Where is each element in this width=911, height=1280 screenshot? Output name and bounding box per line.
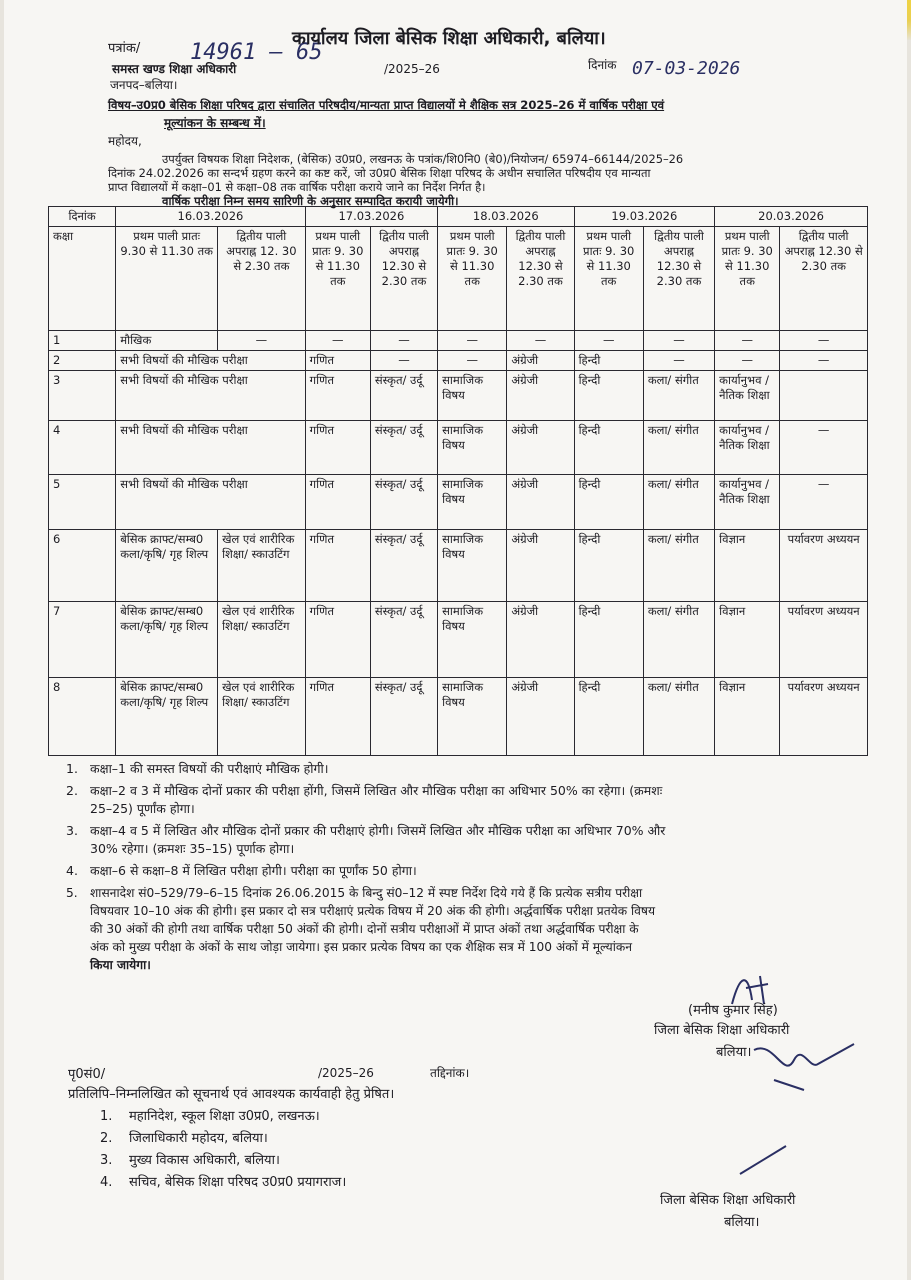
class-number: 4: [49, 421, 116, 475]
subject-cell: अंग्रेजी: [507, 475, 574, 529]
class-number: 3: [49, 371, 116, 421]
subject-cell: खेल एवं शारीरिक शिक्षा/ स्काउटिंग: [218, 601, 306, 677]
date-header-2: 17.03.2026: [305, 207, 437, 227]
body-line2: दिनांक 24.02.2026 का सन्दर्भ ग्रहण करने का कष्ट करें, जो उ0प्र0 बेसिक शिक्षा परिषद के अधीन सचालित परिषदीय एव मान्यता: [108, 166, 651, 180]
subject-cell: गणित: [305, 421, 370, 475]
signatory-designation: जिला बेसिक शिक्षा अधिकारी: [654, 1023, 790, 1038]
copy-item: [100, 1128, 268, 1146]
date-header-5: 20.03.2026: [715, 207, 868, 227]
shift-first-header: प्रथम पाली प्रातः 9. 30 से 11.30 तक: [305, 227, 370, 331]
subject-cell: हिन्दी: [574, 601, 643, 677]
corner-date-label: दिनांक: [49, 207, 116, 227]
copy-ref-label: पृ0सं0/: [68, 1067, 106, 1082]
subject-cell: कला/ संगीत: [643, 601, 714, 677]
table-row: [49, 475, 868, 529]
date-label: दिनांक: [588, 58, 617, 72]
copy-item-number: 2.: [100, 1131, 113, 1146]
subject-cell: संस्कृत/ उर्दू: [370, 371, 437, 421]
office-title: कार्यालय जिला बेसिक शिक्षा अधिकारी, बलिया।: [292, 28, 606, 49]
patrank-label: पत्रांक/: [108, 41, 141, 56]
subject-cell: —: [780, 421, 868, 475]
shift-first-header: प्रथम पाली प्रातः 9. 30 से 11.30 तक: [715, 227, 780, 331]
copy-item: [100, 1150, 280, 1168]
subject-cell: गणित: [305, 601, 370, 677]
subject-cell: हिन्दी: [574, 351, 643, 371]
subject-cell: खेल एवं शारीरिक शिक्षा/ स्काउटिंग: [218, 677, 306, 755]
note-number: 4.: [66, 863, 78, 878]
subject-cell: सभी विषयों की मौखिक परीक्षा: [116, 351, 305, 371]
subject-cell: कार्यानुभव /नैतिक शिक्षा: [715, 371, 780, 421]
shift-first-header: प्रथम पाली प्रातः 9. 30 से 11.30 तक: [438, 227, 507, 331]
subject-cell: गणित: [305, 529, 370, 601]
table-row: [49, 677, 868, 755]
subject-cell: गणित: [305, 677, 370, 755]
exam-timetable: [48, 206, 868, 756]
note-text: 30% रहेगा। (क्रमशः 35–15) पूर्णाक होगा।: [90, 841, 295, 856]
copy-item: [100, 1106, 320, 1124]
subject-cell: अंग्रेजी: [507, 677, 574, 755]
subject-cell: —: [438, 331, 507, 351]
signatory-designation: जिला बेसिक शिक्षा अधिकारी: [660, 1193, 796, 1208]
copy-item-number: 1.: [100, 1109, 113, 1124]
signature-scribble: [744, 1020, 864, 1100]
signatory-place: बलिया।: [716, 1045, 752, 1060]
copy-ref-date: तद्दिनांक।: [430, 1066, 470, 1080]
copy-item-number: 3.: [100, 1153, 113, 1168]
subject-cell: —: [715, 351, 780, 371]
table-row: [49, 421, 868, 475]
subject-cell: कला/ संगीत: [643, 371, 714, 421]
subject-cell: —: [370, 331, 437, 351]
table-row: [49, 331, 868, 351]
subject-cell: —: [780, 331, 868, 351]
note-text: कक्षा–1 की समस्त विषयों की परीक्षाएं मौखिक होगी।: [90, 761, 329, 776]
note-number: 1.: [66, 761, 78, 776]
note-number: 5.: [66, 886, 78, 900]
copy-ref-year: /2025–26: [318, 1066, 374, 1080]
note-text: अंक को मुख्य परीक्षा के अंकों के साथ जोड़ा जायेगा। इस प्रकार प्रत्येक विषय का एक शैक्षिक सत्र में 100 अंकों में मूल्यांकन: [90, 940, 632, 954]
note-text: कक्षा–2 व 3 में मौखिक दोनों प्रकार की परीक्षा होंगी, जिसमें लिखित और मौखिक परीक्षा का अधिभार 50% का रहेगा। (क्रमशः: [90, 783, 663, 798]
body-line4: वार्षिक परीक्षा निम्न समय सारिणी के अनुसार सम्पादित करायी जायेगी।: [162, 194, 459, 208]
subject-cell: —: [574, 331, 643, 351]
class-number: 1: [49, 331, 116, 351]
subject-cell: —: [643, 331, 714, 351]
note-text: विषयवार 10–10 अंक की होगी। इस प्रकार दो सत्र परीक्षाएं प्रत्येक विषय में 20 अंक की होगी। अर्द्धवार्षिक परीक्षा प्रतयेक विषय: [90, 904, 656, 918]
table-row: [49, 529, 868, 601]
subject-cell: —: [780, 351, 868, 371]
note-text: की 30 अंकों की होगी तथा वार्षिक परीक्षा 50 अंकों की होगी। दोनों सत्रीय परीक्षाओं में प्राप्त अंकों तथा अर्द्धवार्षिक परीक्षा के: [90, 922, 639, 936]
note-item: [66, 822, 870, 858]
subject-cell: हिन्दी: [574, 371, 643, 421]
signatory-name: (मनीष कुमार सिंह): [688, 1003, 778, 1018]
subject-cell: संस्कृत/ उर्दू: [370, 421, 437, 475]
body-line3: प्राप्त विद्यालयों में कक्षा–01 से कक्षा–08 तक वार्षिक परीक्षा कराये जाने का निर्देश निर्गत है।: [108, 180, 486, 194]
subject-cell: बेसिक क्राफ्ट/सम्ब0 कला/कृषि/ गृह शिल्प: [116, 529, 218, 601]
date-header-1: 16.03.2026: [116, 207, 305, 227]
shift-second-header: द्वितीय पाली अपराह्न 12.30 से 2.30 तक: [507, 227, 574, 331]
subject-cell: —: [370, 351, 437, 371]
subject-cell: कार्यानुभव /नैतिक शिक्षा: [715, 421, 780, 475]
copy-item-number: 4.: [100, 1175, 113, 1190]
subject-cell: विज्ञान: [715, 601, 780, 677]
subject-cell: कला/ संगीत: [643, 421, 714, 475]
date-handwritten: 07-03-2026: [632, 58, 741, 79]
subject-cell: विज्ञान: [715, 677, 780, 755]
corner-class-label: कक्षा: [49, 227, 116, 331]
subject-cell: गणित: [305, 351, 370, 371]
recipient-line1: समस्त खण्ड शिक्षा अधिकारी: [112, 62, 237, 76]
note-text: शासनादेश सं0–529/79–6–15 दिनांक 26.06.2015 के बिन्दु सं0–12 में स्पष्ट निर्देश दिये गये हैं कि प्रत्येक सत्रीय परीक्षा: [90, 886, 643, 900]
subject-cell: संस्कृत/ उर्दू: [370, 529, 437, 601]
note-text: किया जायेगा।: [90, 958, 151, 972]
subject-cell: —: [715, 331, 780, 351]
subject-cell: —: [218, 331, 306, 351]
signature-scribble: [734, 1140, 794, 1180]
subject-cell: सभी विषयों की मौखिक परीक्षा: [116, 371, 305, 421]
copy-intro: प्रतिलिपि–निम्नलिखित को सूचनार्थ एवं आवश्यक कार्यवाही हेतु प्रेषित।: [68, 1087, 395, 1102]
table-row: [49, 601, 868, 677]
subject-cell: बेसिक क्राफ्ट/सम्ब0 कला/कृषि/ गृह शिल्प: [116, 677, 218, 755]
subject-cell: हिन्दी: [574, 421, 643, 475]
note-text: कक्षा–4 व 5 में लिखित और मौखिक दोनों प्रकार की परीक्षाएं होगी। जिसमें लिखित और मौखिक परीक्षा का अधिभार 70% और: [90, 823, 666, 838]
note-number: 3.: [66, 823, 78, 838]
subject-cell: संस्कृत/ उर्दू: [370, 601, 437, 677]
shift-second-header: द्वितीय पाली अपराह्न 12. 30 से 2.30 तक: [218, 227, 306, 331]
subject-cell: खेल एवं शारीरिक शिक्षा/ स्काउटिंग: [218, 529, 306, 601]
table-row: [49, 351, 868, 371]
class-number: 8: [49, 677, 116, 755]
note-item: [66, 782, 870, 818]
recipient-line2: जनपद–बलिया।: [110, 78, 178, 92]
subject-cell: पर्यावरण अध्ययन: [780, 529, 868, 601]
subject-cell: कला/ संगीत: [643, 475, 714, 529]
subject-cell: सामाजिक विषय: [438, 677, 507, 755]
copy-item-text: महानिदेश, स्कूल शिक्षा उ0प्र0, लखनऊ।: [128, 1109, 320, 1124]
shift-second-header: द्वितीय पाली अपराह्न 12.30 से 2.30 तक: [643, 227, 714, 331]
patrank-handwritten: 14961 – 65: [190, 40, 323, 65]
subject-cell: —: [643, 351, 714, 371]
date-header-4: 19.03.2026: [574, 207, 715, 227]
shift-first-header: प्रथम पाली प्रातः 9. 30 से 11.30 तक: [574, 227, 643, 331]
subject-line1: विषय–उ0प्र0 बेसिक शिक्षा परिषद द्वारा संचालित परिषदीय/मान्यता प्राप्त विद्यालयों मे शैक्षिक सत्र 2025–26 में वार्षिक परीक्षा एवं: [108, 98, 665, 112]
subject-cell: हिन्दी: [574, 677, 643, 755]
subject-cell: गणित: [305, 371, 370, 421]
subject-cell: संस्कृत/ उर्दू: [370, 677, 437, 755]
note-item: [66, 862, 870, 880]
class-number: 6: [49, 529, 116, 601]
class-number: 7: [49, 601, 116, 677]
note-number: 2.: [66, 783, 78, 798]
subject-cell: सामाजिक विषय: [438, 529, 507, 601]
copy-item-text: मुख्य विकास अधिकारी, बलिया।: [128, 1153, 280, 1168]
subject-cell: अंग्रेजी: [507, 529, 574, 601]
subject-cell: अंग्रेजी: [507, 371, 574, 421]
subject-cell: सामाजिक विषय: [438, 601, 507, 677]
copy-item-text: जिलाधिकारी महोदय, बलिया।: [128, 1131, 268, 1146]
subject-cell: कला/ संगीत: [643, 677, 714, 755]
shift-second-header: द्वितीय पाली अपराह्न 12.30 से 2.30 तक: [780, 227, 868, 331]
subject-cell: सामाजिक विषय: [438, 371, 507, 421]
subject-cell: सामाजिक विषय: [438, 475, 507, 529]
copy-item-text: सचिव, बेसिक शिक्षा परिषद उ0प्र0 प्रयागराज।: [128, 1175, 347, 1190]
subject-cell: विज्ञान: [715, 529, 780, 601]
shift-first-header: प्रथम पाली प्रातः 9.30 से 11.30 तक: [116, 227, 218, 331]
subject-cell: कला/ संगीत: [643, 529, 714, 601]
subject-cell: कार्यानुभव /नैतिक शिक्षा: [715, 475, 780, 529]
subject-cell: सामाजिक विषय: [438, 421, 507, 475]
subject-cell: सभी विषयों की मौखिक परीक्षा: [116, 421, 305, 475]
subject-cell: संस्कृत/ उर्दू: [370, 475, 437, 529]
year-ref: /2025–26: [384, 62, 440, 76]
note-text: 25–25) पूर्णांक होगा।: [90, 801, 195, 816]
subject-cell: पर्यावरण अध्ययन: [780, 601, 868, 677]
copy-item: [100, 1172, 346, 1190]
subject-cell: हिन्दी: [574, 475, 643, 529]
subject-cell: —: [438, 351, 507, 371]
subject-cell: हिन्दी: [574, 529, 643, 601]
subject-cell: सभी विषयों की मौखिक परीक्षा: [116, 475, 305, 529]
subject-cell: —: [507, 331, 574, 351]
subject-cell: बेसिक क्राफ्ट/सम्ब0 कला/कृषि/ गृह शिल्प: [116, 601, 218, 677]
subject-cell: पर्यावरण अध्ययन: [780, 677, 868, 755]
date-header-3: 18.03.2026: [438, 207, 574, 227]
subject-cell: [780, 371, 868, 421]
subject-cell: मौखिक: [116, 331, 218, 351]
signatory-place: बलिया।: [724, 1215, 760, 1230]
shift-second-header: द्वितीय पाली अपराह्न 12.30 से 2.30 तक: [370, 227, 437, 331]
subject-cell: गणित: [305, 475, 370, 529]
note-item: [66, 884, 870, 974]
note-text: कक्षा–6 से कक्षा–8 में लिखित परीक्षा होगी। परीक्षा का पूर्णांक 50 होगा।: [90, 863, 417, 878]
body-line1: उपर्युक्त विषयक शिक्षा निदेशक, (बेसिक) उ0प्र0, लखनऊ के पत्रांक/शि0नि0 (बे0)/नियोजन/ 65974–66144/2025–26: [162, 152, 684, 166]
letter-page: [4, 0, 907, 1280]
subject-cell: —: [780, 475, 868, 529]
class-number: 5: [49, 475, 116, 529]
note-item: [66, 760, 870, 778]
subject-line2: मूल्यांकन के सम्बन्ध में।: [164, 116, 266, 130]
class-number: 2: [49, 351, 116, 371]
salutation: महोदय,: [108, 134, 142, 148]
table-row: [49, 371, 868, 421]
subject-cell: अंग्रेजी: [507, 351, 574, 371]
subject-cell: अंग्रेजी: [507, 601, 574, 677]
subject-cell: —: [305, 331, 370, 351]
subject-cell: अंग्रेजी: [507, 421, 574, 475]
